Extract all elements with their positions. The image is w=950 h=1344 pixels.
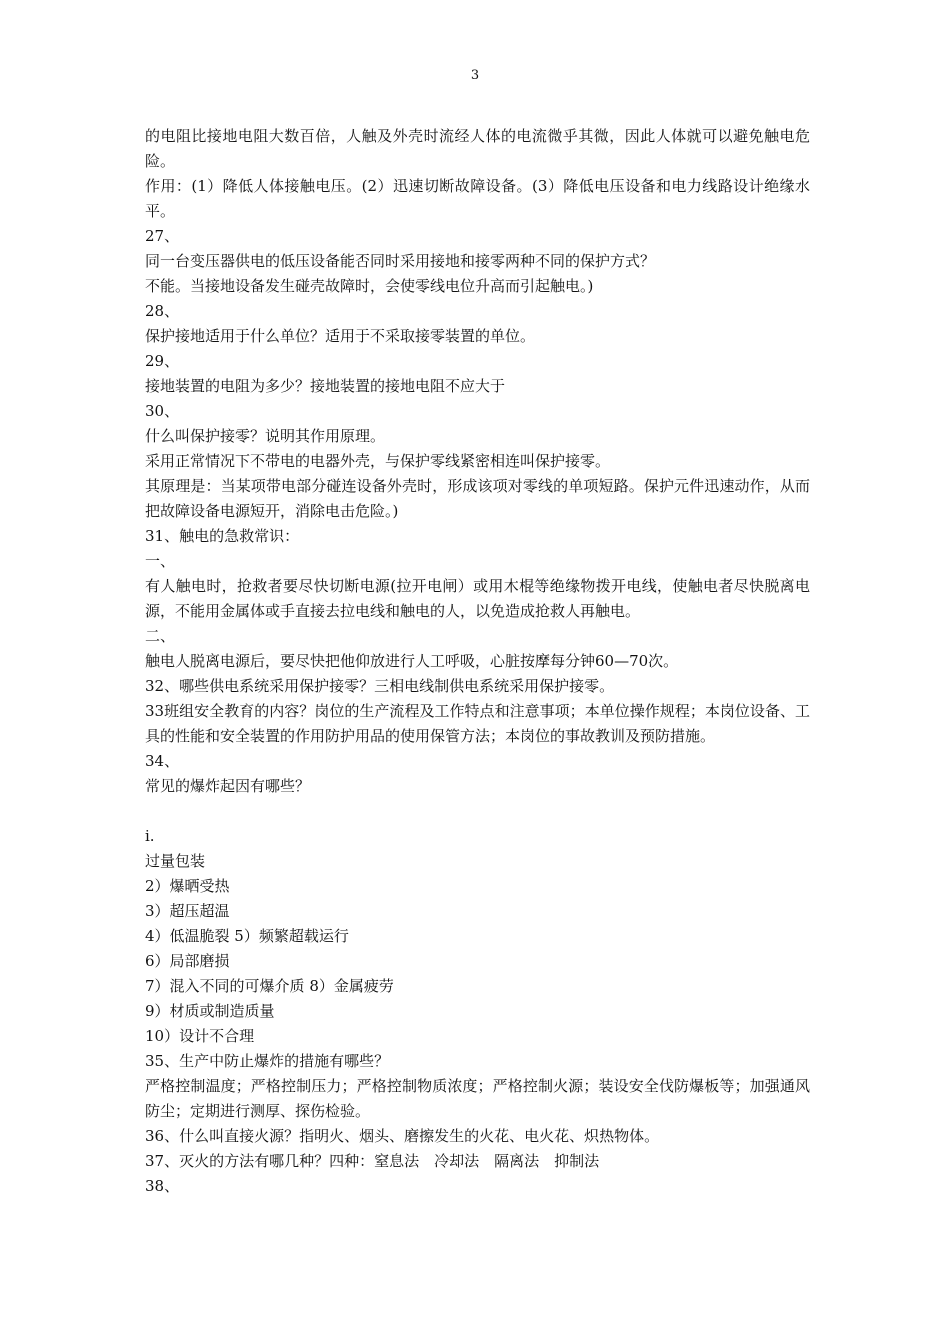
question-number: 27、 — [145, 227, 180, 245]
question: 接地装置的电阻为多少？接地装置的接地电阻不应大于 — [145, 377, 506, 395]
question-number: 34、 — [145, 752, 180, 770]
list-marker: 二、 — [145, 627, 176, 645]
answer: 触电人脱离电源后，要尽快把他仰放进行人工呼吸，心脏按摩每分钟60—70次。 — [145, 652, 679, 670]
answer: 采用正常情况下不带电的电器外壳，与保护零线紧密相连叫保护接零。 — [145, 452, 611, 470]
question: 31、触电的急救常识： — [145, 527, 300, 545]
question-number: 29、 — [145, 352, 180, 370]
question: 36、什么叫直接火源？指明火、烟头、磨擦发生的火花、电火花、炽热物体。 — [145, 1127, 660, 1145]
list-marker: i. — [145, 827, 155, 845]
question-number: 38、 — [145, 1177, 180, 1195]
list-item: 7）混入不同的可爆介质 8）金属疲劳 — [145, 977, 394, 995]
question: 35、生产中防止爆炸的措施有哪些？ — [145, 1052, 390, 1070]
list-item: 6）局部磨损 — [145, 952, 230, 970]
blank-line — [145, 799, 810, 824]
question-number: 30、 — [145, 402, 180, 420]
answer: 不能。当接地设备发生碰壳故障时，会使零线电位升高而引起触电。) — [145, 277, 594, 295]
question: 保护接地适用于什么单位？适用于不采取接零装置的单位。 — [145, 327, 536, 345]
list-item: 9）材质或制造质量 — [145, 1002, 275, 1020]
paragraph: 作用：(1）降低人体接触电压。(2）迅速切断故障设备。(3）降低电压设备和电力线路设计绝缘水平。 — [145, 177, 810, 220]
document-body — [145, 124, 810, 1199]
question: 37、灭火的方法有哪几种？四种：窒息法 冷却法 隔离法 抑制法 — [145, 1152, 600, 1170]
question: 什么叫保护接零？说明其作用原理。 — [145, 427, 386, 445]
paragraph: 的电阻比接地电阻大数百倍，人触及外壳时流经人体的电流微乎其微，因此人体就可以避免触电危险。 — [145, 127, 810, 170]
question: 32、哪些供电系统采用保护接零？三相电线制供电系统采用保护接零。 — [145, 677, 615, 695]
list-item: 2）爆晒受热 — [145, 877, 230, 895]
list-item: 10）设计不合理 — [145, 1027, 255, 1045]
question: 常见的爆炸起因有哪些？ — [145, 777, 311, 795]
list-marker: 一、 — [145, 552, 176, 570]
question: 同一台变压器供电的低压设备能否同时采用接地和接零两种不同的保护方式？ — [145, 252, 656, 270]
list-item: 3）超压超温 — [145, 902, 230, 920]
page-number: 3 — [470, 68, 480, 83]
list-item: 4）低温脆裂 5）频繁超载运行 — [145, 927, 349, 945]
answer: 严格控制温度；严格控制压力；严格控制物质浓度；严格控制火源；装设安全伐防爆板等；加强通风防尘；定期进行测厚、探伤检验。 — [145, 1077, 810, 1120]
answer: 有人触电时，抢救者要尽快切断电源(拉开电闸）或用木棍等绝缘物拨开电线，使触电者尽快脱离电源，不能用金属体或手直接去拉电线和触电的人，以免造成抢救人再触电。 — [145, 577, 810, 620]
question-number: 28、 — [145, 302, 180, 320]
list-item: 过量包装 — [145, 852, 206, 870]
answer: 其原理是：当某项带电部分碰连设备外壳时，形成该项对零线的单项短路。保护元件迅速动作，从而把故障设备电源短开，消除电击危险。) — [145, 477, 810, 520]
question: 33班组安全教育的内容？岗位的生产流程及工作特点和注意事项；本单位操作规程；本岗位设备、工具的性能和安全装置的作用防护用品的使用保管方法；本岗位的事故教训及预防措施。 — [145, 702, 810, 745]
